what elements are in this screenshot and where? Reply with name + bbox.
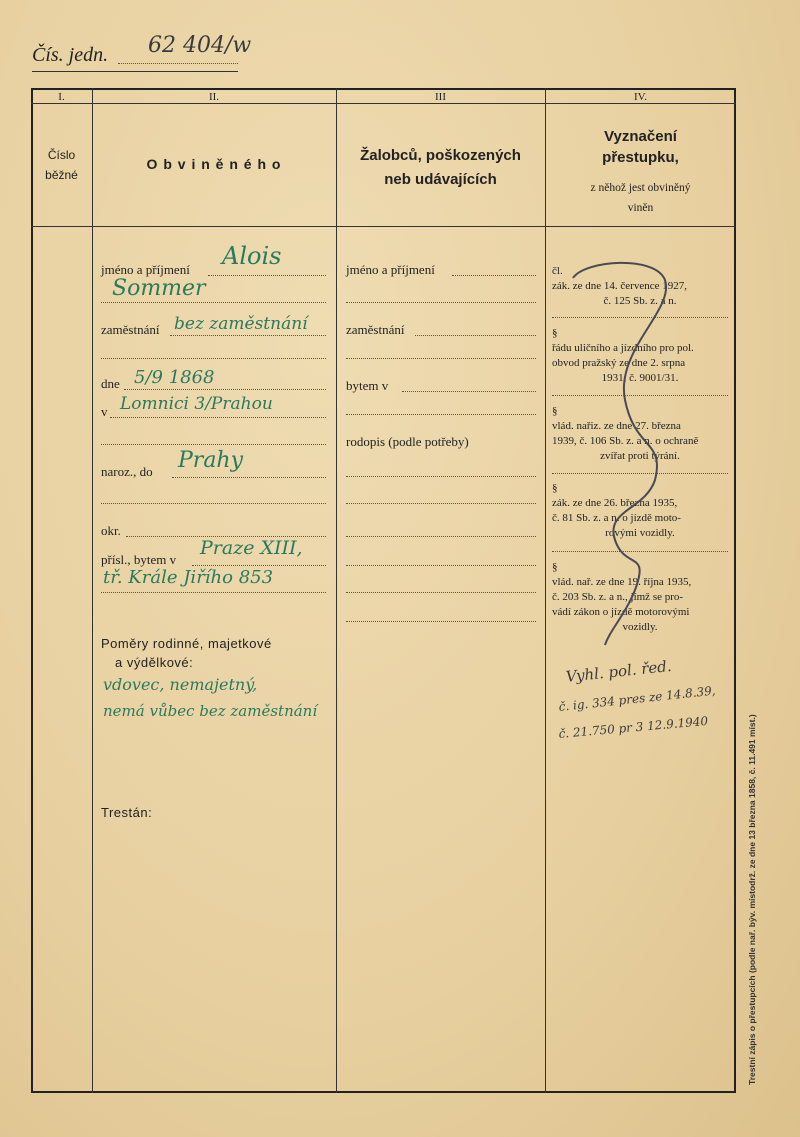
cis-jedn-label: Čís. jedn. [32,44,109,66]
col-number-3: III [435,91,446,103]
accused-family-value-1: vdovec, nemajetný, [103,675,258,694]
cis-jedn-underline [32,71,238,72]
plaintiff-residence-label: bytem v [346,378,389,393]
col-number-4: IV. [634,91,647,103]
col-number-1: I. [58,91,65,103]
accused-name-label: jméno a příjmení [101,262,190,277]
plaintiff-occupation-label: zaměstnání [346,322,405,337]
cis-jedn-value: 62 404/w [148,33,252,58]
cis-jedn-dots [118,63,238,64]
column-divider-1 [92,88,93,1093]
accused-name-value-2: Sommer [112,276,206,301]
accused-born-label: naroz., do [101,464,153,479]
accused-domicile-label: přísl., bytem v [101,552,177,567]
accused-family-value-2: nemá vůbec bez zaměstnání [103,702,318,720]
accused-in-value: Lomnici 3/Prahou [120,394,273,414]
offense-note-3: č. 21.750 pr 3 12.9.1940 [558,713,709,741]
accused-name-value-1: Alois [222,242,282,270]
accused-in-label: v [101,404,108,419]
header-zalobcu: Žalobců, poškozených neb udávajících [360,147,521,188]
accused-occupation-label: zaměstnání [101,322,160,337]
header-row-line [31,226,736,227]
offense-block-5: § vlád. nař. ze dne 19. října 1935, č. 203 Sb. z. a n., jímž se pro- vádí zákon o jízdě motorovými vozidly. [552,561,692,633]
accused-occupation-value: bez zaměstnání [174,314,308,334]
header-vyznaceni-sub: z něhož jest obviněný viněn [590,182,691,214]
header-obvineneho: O b v i n ě n é h o [146,156,282,172]
header-vyznaceni: Vyznačení přestupku, [602,128,679,166]
accused-district-label: okr. [101,523,121,538]
plaintiff-name-label: jméno a příjmení [346,262,435,277]
plaintiff-bio-label: rodopis (podle potřeby) [346,434,469,449]
offense-note-2: č. ig. 334 pres ze 14.8.39, [558,683,717,714]
roman-row-line [31,103,736,104]
accused-punished-label: Trestán: [101,805,153,820]
accused-born-value: Prahy [178,448,244,473]
col-number-2: II. [208,91,220,103]
accused-domicile-value-2: tř. Krále Jiřího 853 [103,567,274,588]
cancellation-scribble [545,250,736,650]
form-footer-vertical-text: Trestní zápis o přestupcích (podle nař. býv. místodrž. ze dne 13 března 1858, č. 11.491 míst.) [747,714,757,1085]
offense-block-4: § zák. ze dne 26. března 1935, č. 81 Sb. z. a n. o jízdě moto- rovými vozidly. [552,482,681,539]
offense-block-3: § vlád. nařiz. ze dne 27. března 1939, č. 106 Sb. z. a n. o ochraně zvířat proti týrání. [552,405,699,462]
accused-domicile-value-1: Praze XIII, [200,537,303,559]
offense-note-1: Vyhl. pol. řed. [565,656,673,686]
accused-family-label: Poměry rodinné, majetkové a výdělkové: [101,636,272,670]
column-divider-2 [336,88,337,1093]
offense-block-2: § řádu uličního a jízdního pro pol. obvod pražský ze dne 2. srpna 1931, č. 9001/31. [552,327,694,384]
accused-date-label: dne [101,376,120,391]
offense-block-1: čl. zák. ze dne 14. července 1927, č. 125 Sb. z. a n. [552,265,687,307]
header-cislo-bezne: Číslo běžné [45,148,78,182]
accused-date-value: 5/9 1868 [134,367,215,388]
